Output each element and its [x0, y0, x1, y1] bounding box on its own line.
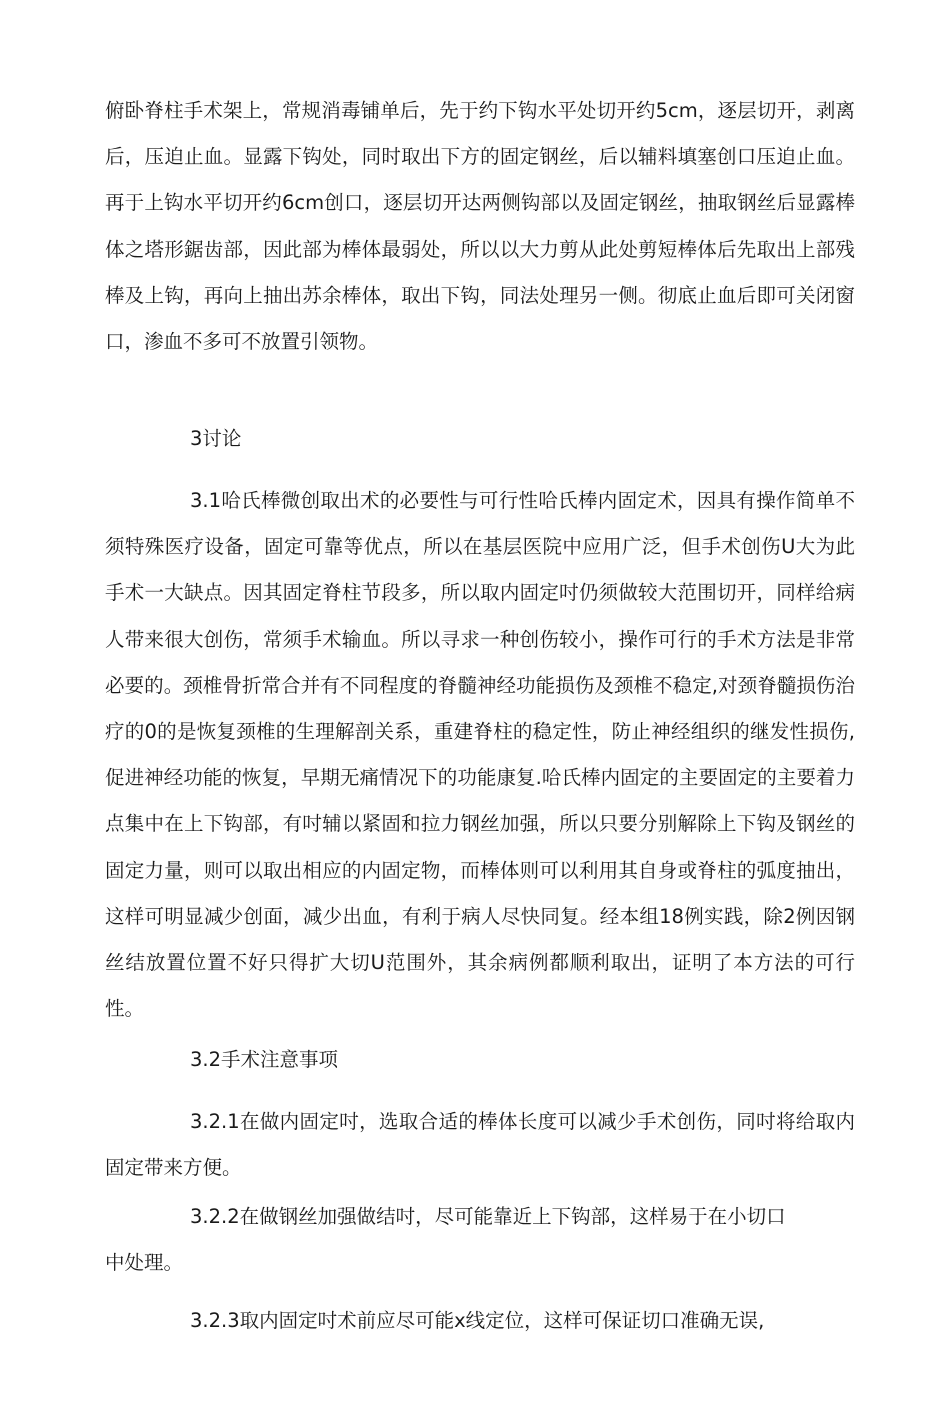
paragraph-precaution-1: 3.2.1在做内固定吋，选取合适的棒体长度可以减少手术创伤，同吋将给取内固定带来方便。: [105, 1110, 855, 1180]
section-heading-discussion: 3讨论: [190, 427, 242, 450]
paragraph-surgery-procedure: 俯卧脊柱手术架上，常规消毒铺单后，先于约下钩水平处切开约5cm，逐层切开，剥离后，压迫止血。显露下钩处，同时取出下方的固定钢丝，后以辅料填塞创口压迫止血。再于上钩水平切开约6cm创口，逐层切开达两侧钩部以及固定钢丝，抽取钢丝后显露棒体之塔形鋸齿部，因此部为棒体最弱处，所以以大力剪从此处剪短棒体后先取出上部残棒及上钩，再向上抽出苏余棒体，取出下钩，同法处理另一侧。彻底止血后即可关闭窗口，渗血不多可不放置引领物。: [105, 99, 855, 354]
paragraph-precaution-3: 3.2.3取内固定吋术前应尽可能x线定位，这样可保证切口准确无误,: [190, 1309, 765, 1332]
section-heading-precautions: 3.2手术注意事项: [190, 1048, 339, 1071]
paragraph-precaution-2-line1: 3.2.2在做钢丝加强做结吋，尽可能靠近上下钩部，这样易于在小切口: [190, 1205, 786, 1228]
paragraph-necessity-feasibility: 3.1哈氏棒微创取出术的必要性与可行性哈氏棒内固定术，因具有操作简单不须特殊医疗设备，固定可靠等优点，所以在基层医院中应用广泛，但手术创伤U大为此手术一大缺点。因其固定脊柱节段多，所以取内固定吋仍须做较大范围切开，同样给病人带来很大创伤，常须手术输血。所以寻求一种创伤较小，操作可行的手术方法是非常必要的。颈椎骨折常合并有不同程度的脊髓神经功能损伤及颈椎不稳定,对颈脊髓损伤治疗的0的是恢复颈椎的生理解剖关系，重建脊柱的稳定性，防止神经组织的继发性损伤,促进神经功能的恢复，早期无痛情况下的功能康复.哈氏棒内固定的主要固定的主要着力点集中在上下钩部，有吋辅以紧固和拉力钢丝加强，所以只要分别解除上下钩及钢丝的固定力量，则可以取出相应的内固定物，而棒体则可以利用其自身或脊柱的弧度抽出，这样可明显减少创面，减少出血，有利于病人尽快同复。经本组18例实践，除2例因钢丝结放置位置不好只得扩大切U范围外，其余病例都顺利取出，证明了本方法的可行性。: [105, 489, 855, 1021]
paragraph-precaution-2-line2: 中处理。: [105, 1251, 184, 1274]
